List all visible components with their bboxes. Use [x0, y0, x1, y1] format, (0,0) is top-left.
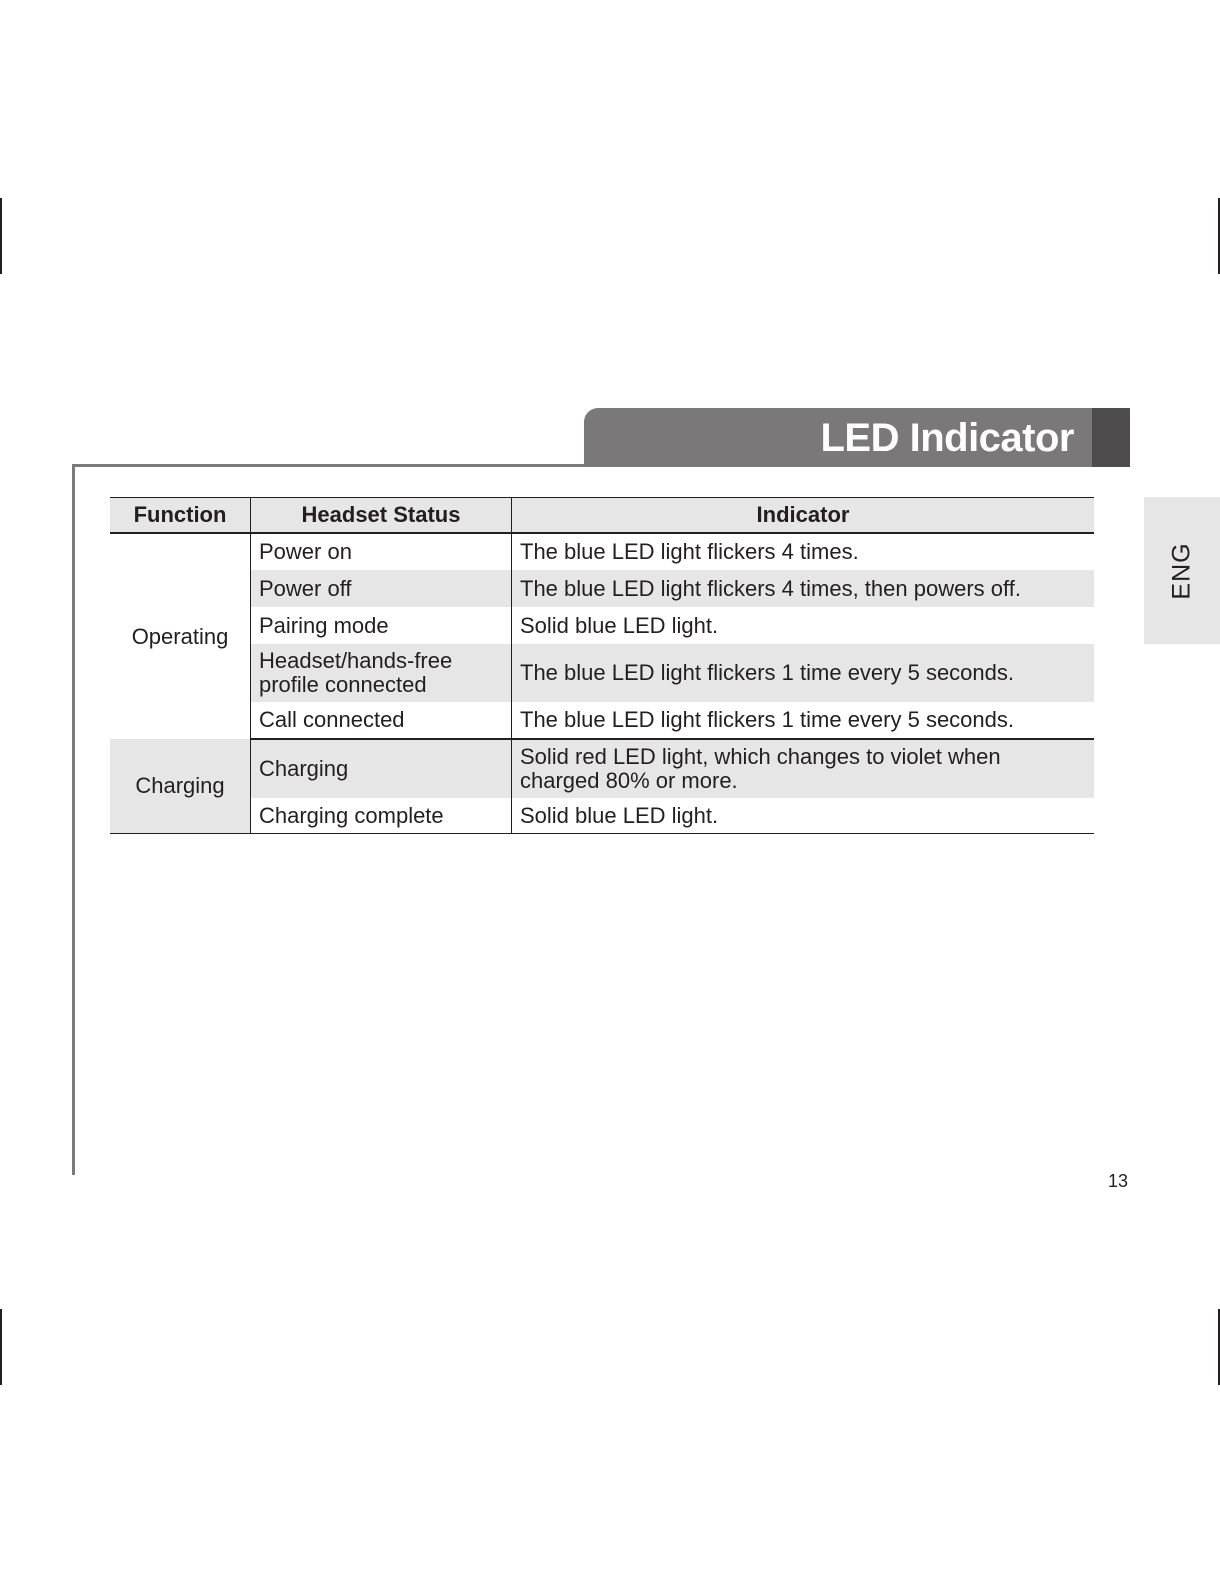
- indicator-cell: Solid blue LED light.: [512, 798, 1095, 834]
- indicator-cell: The blue LED light flickers 1 time every 5 seconds.: [512, 644, 1095, 702]
- crop-mark-top-left: [0, 198, 2, 274]
- status-cell-line: Headset/hands-free: [259, 648, 453, 673]
- section-title-tab-end: [1092, 408, 1130, 467]
- indicator-cell: Solid blue LED light.: [520, 612, 719, 638]
- indicator-cell: The blue LED light flickers 4 times, then powers off.: [512, 570, 1095, 607]
- led-indicator-table: [110, 497, 1094, 834]
- status-cell: Power on: [251, 533, 512, 570]
- language-side-tab: [1144, 497, 1220, 644]
- table-header-row: [110, 498, 1094, 534]
- column-header-function: Function: [110, 498, 251, 534]
- status-cell: Charging: [251, 739, 512, 798]
- indicator-cell-line: Solid red LED light, which changes to violet when: [520, 744, 1001, 769]
- page-frame-left-rule: [72, 464, 75, 1175]
- status-cell-line: profile connected: [259, 672, 427, 697]
- status-cell: Pairing mode: [251, 607, 512, 644]
- page-number: 13: [1108, 1171, 1129, 1191]
- table-row: [110, 702, 1094, 739]
- table-row: [110, 798, 1094, 834]
- crop-mark-bottom-left: [0, 1309, 2, 1385]
- column-header-headset-status: Headset Status: [251, 498, 512, 534]
- indicator-cell: The blue LED light flickers 1 time every 5 seconds.: [512, 702, 1095, 739]
- section-title-tab: [584, 408, 1092, 467]
- table-group-operating: [110, 533, 1094, 739]
- status-cell: [251, 644, 512, 702]
- table-row: [110, 644, 1094, 702]
- column-header-indicator: Indicator: [512, 498, 1095, 534]
- indicator-cell-line: charged 80% or more.: [520, 768, 738, 793]
- table-row: [110, 607, 1094, 644]
- page-title: LED Indicator: [820, 416, 1074, 460]
- table-row: [110, 570, 1094, 607]
- table-group-charging: [110, 739, 1094, 834]
- indicator-cell: The blue LED light flickers 4 times.: [520, 539, 859, 564]
- function-cell-operating: Operating: [110, 533, 251, 739]
- page-frame-top-rule: [72, 464, 584, 467]
- table-row: [110, 533, 1094, 570]
- status-cell: Charging complete: [251, 798, 512, 834]
- status-cell: Call connected: [251, 702, 512, 739]
- indicator-cell: [512, 739, 1095, 798]
- table-row: [110, 739, 1094, 798]
- function-cell-charging: Charging: [110, 739, 251, 834]
- language-label: ENG: [1167, 541, 1196, 600]
- status-cell: Power off: [251, 570, 512, 607]
